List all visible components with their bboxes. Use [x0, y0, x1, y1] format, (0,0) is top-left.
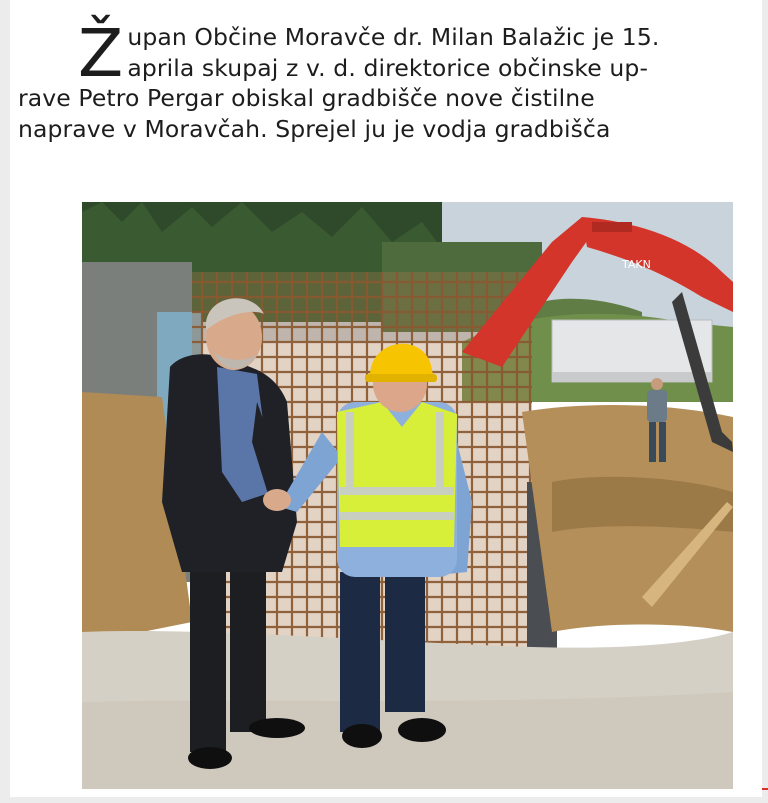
page-edge-rule-bottom	[762, 788, 768, 790]
excavator-brand: TAKN	[622, 258, 651, 271]
article-line-3: rave Petro Pergar obiskal gradbišče nove čistilne	[18, 84, 595, 112]
article-line-1: upan Občine Moravče dr. Milan Balažic je 15.	[127, 23, 660, 51]
drop-cap: Ž	[78, 15, 124, 92]
article-line-4: naprave v Moravčah. Sprejel ju je vodja gradbišča	[18, 114, 611, 143]
article-page	[10, 0, 762, 797]
construction-site-photo	[82, 202, 733, 789]
article-line-2: aprila skupaj z v. d. direktorice občinske up-	[127, 53, 649, 82]
handshake	[263, 489, 291, 511]
article-text	[18, 15, 740, 144]
